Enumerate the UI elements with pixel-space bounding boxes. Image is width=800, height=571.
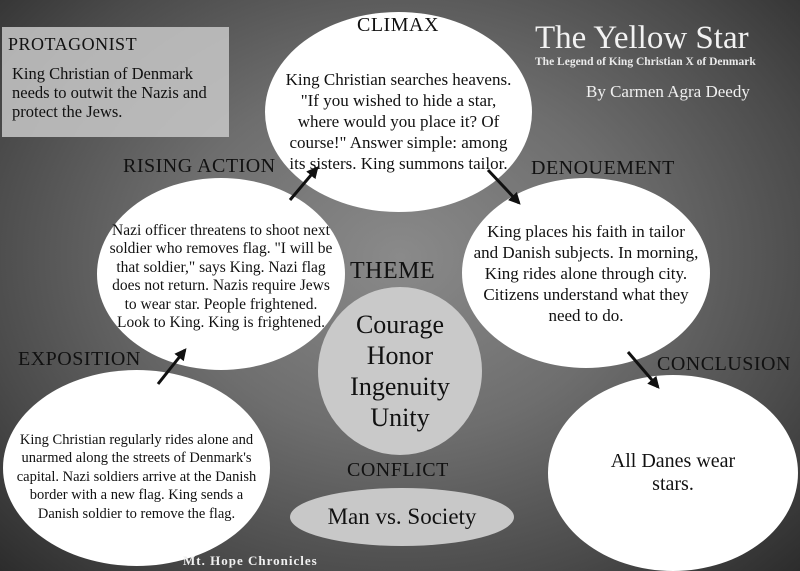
footer-credit: Mt. Hope Chronicles xyxy=(183,553,318,568)
exposition-label: EXPOSITION xyxy=(18,348,141,370)
arrow-denouement-to-conclusion xyxy=(628,352,658,387)
rising-action-text: Nazi officer threatens to shoot next soldier who removes flag. "I will be that soldier," says King. Nazi flag does not return. Nazis require Jews to wear star. People frightened. Look to King. King is frightened. xyxy=(109,221,333,331)
protagonist-label: PROTAGONIST xyxy=(8,34,138,54)
climax-text: King Christian searches heavens. "If you wished to hide a star, where would you place it? Of course!" Answer simple: among its sisters. King summons tailor. xyxy=(285,69,512,173)
denouement-label: DENOUEMENT xyxy=(531,157,675,179)
page-title: The Yellow Star xyxy=(535,20,749,56)
theme-label: THEME xyxy=(350,258,436,284)
theme-item: Courage xyxy=(355,310,445,339)
arrow-rising-to-climax xyxy=(290,168,317,200)
arrow-climax-to-denouement xyxy=(488,170,519,203)
denouement-text: King places his faith in tailor and Danish subjects. In morning, King rides alone through city. Citizens understand what they need to do. xyxy=(473,221,699,325)
conflict-label: CONFLICT xyxy=(347,459,449,481)
climax-label: CLIMAX xyxy=(357,14,439,36)
conclusion-label: CONCLUSION xyxy=(657,353,791,375)
theme-item: Honor xyxy=(366,341,434,370)
rising-action-label: RISING ACTION xyxy=(123,155,276,177)
conclusion-text: All Danes wear stars. xyxy=(610,450,736,495)
page-subtitle: The Legend of King Christian X of Denmark xyxy=(535,56,756,68)
exposition-text: King Christian regularly rides alone and unarmed along the streets of Denmark's capital. Nazi soldiers arrive at the Danish border with a new flag. King sends a Danish soldier to remove the flag. xyxy=(16,431,257,522)
arrow-exposition-to-rising xyxy=(158,350,185,384)
theme-item: Unity xyxy=(370,403,430,432)
conflict-text: Man vs. Society xyxy=(327,504,477,529)
theme-item: Ingenuity xyxy=(350,372,450,401)
author-credit: By Carmen Agra Deedy xyxy=(586,82,750,101)
protagonist-text: King Christian of Denmark needs to outwit the Nazis and protect the Jews. xyxy=(12,64,207,121)
